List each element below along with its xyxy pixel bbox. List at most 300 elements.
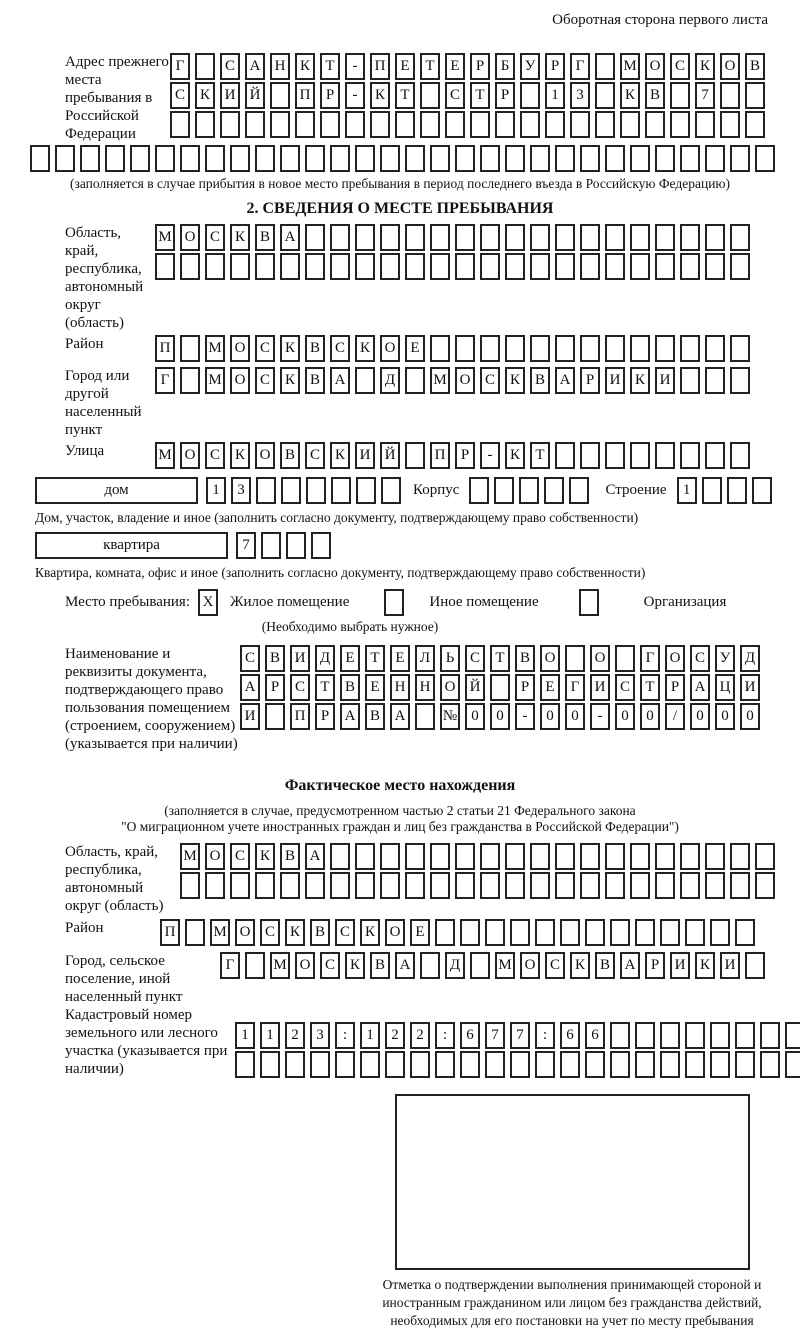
char-box: И (720, 952, 740, 979)
char-box (370, 111, 390, 138)
char-box: 0 (540, 703, 560, 730)
char-box: И (670, 952, 690, 979)
usage-document-row-1 (240, 645, 770, 672)
field-actual-district (30, 919, 770, 948)
char-box: С (690, 645, 710, 672)
char-box (560, 1051, 580, 1078)
char-box (280, 145, 300, 172)
char-box: Р (580, 367, 600, 394)
char-box: С (230, 843, 250, 870)
char-box: И (355, 442, 375, 469)
char-box (331, 477, 351, 504)
char-box: Р (645, 952, 665, 979)
char-box (485, 919, 505, 946)
char-box (555, 224, 575, 251)
char-box: Б (495, 53, 515, 80)
char-box: Р (265, 674, 285, 701)
field-region (30, 224, 770, 332)
char-box (80, 145, 100, 172)
char-box: 2 (410, 1022, 430, 1049)
char-box: Р (495, 82, 515, 109)
char-box (730, 442, 750, 469)
char-box: Й (465, 674, 485, 701)
actual-city-row (220, 952, 770, 979)
char-box: Р (545, 53, 565, 80)
stroenie-label: Строение (605, 482, 667, 498)
char-box: Р (455, 442, 475, 469)
char-box (469, 477, 489, 504)
char-box (560, 919, 580, 946)
char-box: Р (515, 674, 535, 701)
char-box (420, 82, 440, 109)
char-box (320, 111, 340, 138)
char-box: М (210, 919, 230, 946)
option-other-premises-label: Иное помещение (429, 594, 539, 610)
char-box (705, 872, 725, 899)
char-box (355, 367, 375, 394)
field-street (30, 442, 770, 471)
char-box: С (320, 952, 340, 979)
char-box: О (385, 919, 405, 946)
char-box: А (390, 703, 410, 730)
actual-region-row-1 (180, 843, 775, 870)
char-box (281, 477, 301, 504)
char-box (695, 111, 715, 138)
char-box: Н (270, 53, 290, 80)
char-box (635, 919, 655, 946)
char-box (570, 111, 590, 138)
char-box: И (290, 645, 310, 672)
char-box (505, 335, 525, 362)
char-box: В (280, 442, 300, 469)
char-box (680, 335, 700, 362)
char-box (430, 872, 450, 899)
char-box: С (335, 919, 355, 946)
prev-address-row-1 (170, 53, 770, 80)
char-box (205, 253, 225, 280)
char-box (730, 872, 750, 899)
char-box: А (240, 674, 260, 701)
char-box: Е (410, 919, 430, 946)
char-box: К (695, 952, 715, 979)
char-box (545, 111, 565, 138)
char-box (405, 224, 425, 251)
char-box: 0 (715, 703, 735, 730)
char-box (195, 111, 215, 138)
city-row (155, 367, 770, 394)
char-box (685, 919, 705, 946)
house-cells (206, 477, 401, 504)
char-box (705, 145, 725, 172)
char-box (505, 843, 525, 870)
prev-address-row-4 (30, 145, 770, 172)
char-box (605, 872, 625, 899)
char-box (270, 82, 290, 109)
char-box: 1 (260, 1022, 280, 1049)
char-box (555, 335, 575, 362)
char-box (355, 253, 375, 280)
char-box (505, 253, 525, 280)
char-box (270, 111, 290, 138)
char-box (720, 111, 740, 138)
char-box: 0 (740, 703, 760, 730)
char-box (180, 367, 200, 394)
char-box: Р (470, 53, 490, 80)
char-box: Т (365, 645, 385, 672)
char-box (330, 843, 350, 870)
char-box (185, 919, 205, 946)
char-box (311, 532, 331, 559)
korpus-cells (469, 477, 589, 504)
char-box: В (370, 952, 390, 979)
char-box (280, 872, 300, 899)
char-box: Т (420, 53, 440, 80)
char-box (555, 145, 575, 172)
char-box: / (665, 703, 685, 730)
char-box: В (595, 952, 615, 979)
char-box (670, 82, 690, 109)
char-box (585, 1051, 605, 1078)
char-box (460, 1051, 480, 1078)
prev-address-row-3 (170, 111, 770, 138)
char-box: О (520, 952, 540, 979)
char-box (635, 1051, 655, 1078)
house-note: Дом, участок, владение и иное (заполнить согласно документу, подтверждающему право собственности) (35, 510, 639, 525)
char-box: С (615, 674, 635, 701)
char-box (565, 645, 585, 672)
char-box (405, 843, 425, 870)
char-box (455, 145, 475, 172)
char-box: П (155, 335, 175, 362)
cadastral-label: Кадастровый номер земельного или лесного участка (указывается при наличии) (65, 1007, 228, 1077)
char-box (245, 111, 265, 138)
char-box (105, 145, 125, 172)
char-box (205, 145, 225, 172)
char-box (305, 872, 325, 899)
char-box: С (170, 82, 190, 109)
char-box: В (340, 674, 360, 701)
char-box: С (240, 645, 260, 672)
char-box: Р (315, 703, 335, 730)
char-box (255, 253, 275, 280)
char-box: А (690, 674, 710, 701)
char-box (655, 843, 675, 870)
house-row (35, 477, 770, 506)
char-box: Е (365, 674, 385, 701)
char-box: К (505, 367, 525, 394)
char-box: Р (665, 674, 685, 701)
char-box: Л (415, 645, 435, 672)
char-box (520, 111, 540, 138)
char-box: М (495, 952, 515, 979)
char-box: Т (395, 82, 415, 109)
char-box: Р (320, 82, 340, 109)
char-box (630, 253, 650, 280)
char-box (355, 872, 375, 899)
char-box: В (255, 224, 275, 251)
char-box (480, 253, 500, 280)
char-box (30, 145, 50, 172)
char-box: К (255, 843, 275, 870)
char-box (580, 224, 600, 251)
char-box: К (570, 952, 590, 979)
char-box: К (370, 82, 390, 109)
char-box (405, 253, 425, 280)
char-box (755, 145, 775, 172)
char-box: 1 (677, 477, 697, 504)
char-box (595, 111, 615, 138)
char-box (180, 145, 200, 172)
char-box (730, 224, 750, 251)
char-box: В (305, 367, 325, 394)
char-box: О (230, 367, 250, 394)
char-box: К (695, 53, 715, 80)
char-box (455, 224, 475, 251)
char-box (455, 335, 475, 362)
confirmation-stamp-box (395, 1094, 750, 1270)
char-box: К (360, 919, 380, 946)
stay-type-note: (Необходимо выбрать нужное) (261, 619, 439, 634)
char-box: : (435, 1022, 455, 1049)
char-box (505, 872, 525, 899)
char-box: Т (490, 645, 510, 672)
char-box: Д (380, 367, 400, 394)
char-box: Д (445, 952, 465, 979)
char-box: С (670, 53, 690, 80)
char-box (530, 872, 550, 899)
actual-region-rows (180, 843, 775, 901)
char-box (735, 1022, 755, 1049)
char-box: Е (405, 335, 425, 362)
char-box: Ь (440, 645, 460, 672)
char-box: Н (415, 674, 435, 701)
char-box (480, 335, 500, 362)
char-box (205, 872, 225, 899)
checkbox-residential: X (198, 589, 218, 616)
char-box (610, 919, 630, 946)
char-box (286, 532, 306, 559)
char-box (335, 1051, 355, 1078)
char-box: К (280, 367, 300, 394)
char-box: В (365, 703, 385, 730)
char-box: 2 (385, 1022, 405, 1049)
char-box (480, 224, 500, 251)
char-box (180, 253, 200, 280)
char-box (405, 145, 425, 172)
char-box: М (180, 843, 200, 870)
char-box: Т (640, 674, 660, 701)
char-box: 3 (570, 82, 590, 109)
char-box (705, 843, 725, 870)
char-box: К (285, 919, 305, 946)
section2-heading: 2. СВЕДЕНИЯ О МЕСТЕ ПРЕБЫВАНИЯ (246, 200, 554, 217)
char-box (685, 1051, 705, 1078)
char-box (470, 111, 490, 138)
char-box (720, 82, 740, 109)
char-box (430, 224, 450, 251)
char-box (585, 919, 605, 946)
char-box (655, 145, 675, 172)
char-box (435, 919, 455, 946)
field-prev-address (30, 53, 770, 143)
char-box (620, 111, 640, 138)
char-box: О (440, 674, 460, 701)
apartment-box: квартира (35, 532, 228, 559)
char-box (260, 1051, 280, 1078)
char-box (385, 1051, 405, 1078)
char-box (355, 145, 375, 172)
char-box (445, 111, 465, 138)
char-box (310, 1051, 330, 1078)
cadastral-row-1 (235, 1022, 800, 1049)
char-box: И (220, 82, 240, 109)
char-box (261, 532, 281, 559)
char-box (130, 145, 150, 172)
cadastral-row-2 (235, 1051, 800, 1078)
field-actual-region (30, 843, 770, 915)
char-box: 7 (510, 1022, 530, 1049)
char-box: М (155, 442, 175, 469)
char-box (230, 145, 250, 172)
char-box (680, 843, 700, 870)
char-box (755, 843, 775, 870)
char-box (680, 442, 700, 469)
char-box: 7 (236, 532, 256, 559)
char-box (530, 843, 550, 870)
char-box (760, 1051, 780, 1078)
option-residential-label: Жилое помещение (230, 594, 350, 610)
char-box (660, 919, 680, 946)
char-box (519, 477, 539, 504)
char-box: С (220, 53, 240, 80)
char-box (730, 843, 750, 870)
korpus-label: Корпус (413, 482, 460, 498)
char-box: М (205, 367, 225, 394)
char-box (660, 1051, 680, 1078)
char-box (430, 843, 450, 870)
char-box (245, 952, 265, 979)
char-box (470, 952, 490, 979)
char-box: О (255, 442, 275, 469)
actual-location-note-2: "О миграционном учете иностранных граждан и лиц без гражданства в Российской Федерации") (121, 819, 679, 834)
char-box (735, 1051, 755, 1078)
char-box: 1 (235, 1022, 255, 1049)
char-box: О (230, 335, 250, 362)
char-box (580, 872, 600, 899)
char-box: П (430, 442, 450, 469)
char-box (580, 442, 600, 469)
char-box: У (520, 53, 540, 80)
char-box (480, 872, 500, 899)
region-row-2 (155, 253, 770, 280)
char-box (255, 872, 275, 899)
char-box (355, 224, 375, 251)
char-box: К (330, 442, 350, 469)
char-box (360, 1051, 380, 1078)
street-label: Улица (65, 443, 105, 459)
char-box: В (305, 335, 325, 362)
char-box: И (605, 367, 625, 394)
char-box: О (645, 53, 665, 80)
char-box (285, 1051, 305, 1078)
char-box: К (230, 224, 250, 251)
char-box (569, 477, 589, 504)
char-box: С (545, 952, 565, 979)
char-box (485, 1051, 505, 1078)
char-box (380, 253, 400, 280)
char-box (735, 919, 755, 946)
char-box (705, 335, 725, 362)
char-box (155, 253, 175, 280)
char-box (680, 367, 700, 394)
char-box: А (305, 843, 325, 870)
char-box (535, 919, 555, 946)
char-box (635, 1022, 655, 1049)
region-rows (155, 224, 770, 282)
char-box (660, 1022, 680, 1049)
char-box (605, 335, 625, 362)
char-box: В (515, 645, 535, 672)
char-box: 1 (360, 1022, 380, 1049)
char-box: Г (640, 645, 660, 672)
char-box: 7 (695, 82, 715, 109)
char-box (355, 843, 375, 870)
char-box (610, 1051, 630, 1078)
char-box: Д (740, 645, 760, 672)
char-box (155, 145, 175, 172)
char-box (295, 111, 315, 138)
char-box (380, 224, 400, 251)
char-box (630, 872, 650, 899)
char-box (490, 674, 510, 701)
char-box (170, 111, 190, 138)
char-box (495, 111, 515, 138)
char-box (730, 335, 750, 362)
char-box (280, 253, 300, 280)
char-box (605, 145, 625, 172)
char-box: К (355, 335, 375, 362)
char-box (705, 224, 725, 251)
char-box (455, 253, 475, 280)
stroenie-cells (677, 477, 772, 504)
char-box: М (270, 952, 290, 979)
char-box (405, 367, 425, 394)
char-box (595, 53, 615, 80)
char-box: М (155, 224, 175, 251)
char-box: М (430, 367, 450, 394)
char-box: Й (245, 82, 265, 109)
char-box: С (255, 335, 275, 362)
char-box (235, 1051, 255, 1078)
char-box (710, 1022, 730, 1049)
char-box (230, 872, 250, 899)
char-box (380, 145, 400, 172)
char-box: Т (470, 82, 490, 109)
char-box (410, 1051, 430, 1078)
char-box: Г (155, 367, 175, 394)
char-box: В (280, 843, 300, 870)
char-box (555, 872, 575, 899)
char-box (580, 145, 600, 172)
char-box: К (345, 952, 365, 979)
char-box: М (205, 335, 225, 362)
char-box: В (265, 645, 285, 672)
char-box: 3 (310, 1022, 330, 1049)
char-box (460, 919, 480, 946)
char-box (630, 843, 650, 870)
char-box (510, 1051, 530, 1078)
char-box (195, 53, 215, 80)
